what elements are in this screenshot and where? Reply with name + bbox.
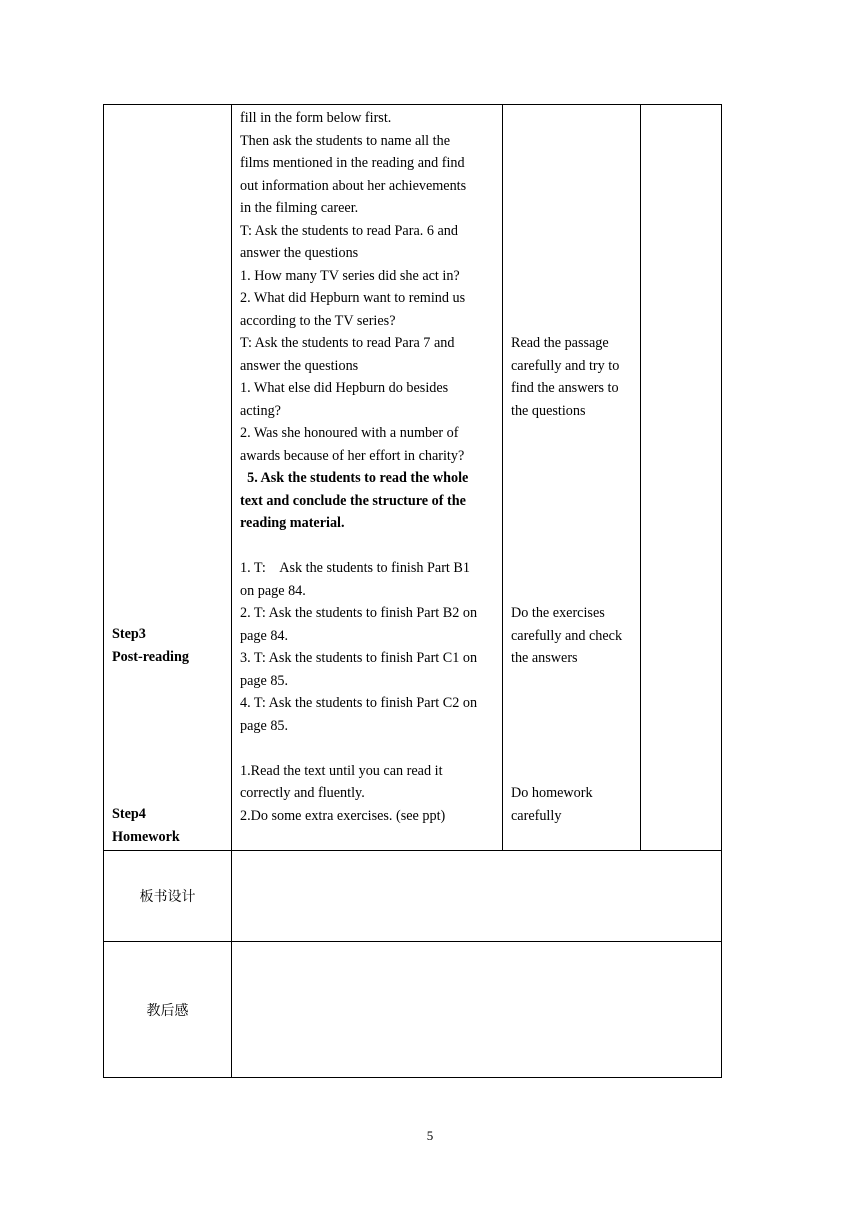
teacher-line: acting? <box>240 402 281 419</box>
teacher-line: fill in the form below first. <box>240 110 392 126</box>
teacher-activity-column <box>232 105 503 851</box>
student-post-activity <box>511 602 633 670</box>
reflection-label: 教后感 <box>104 942 232 1078</box>
student-line: the answers <box>511 650 578 666</box>
homework-line: correctly and fluently. <box>240 785 365 801</box>
step4-label <box>112 803 180 848</box>
student-reading-activity <box>511 332 633 422</box>
teacher-line: films mentioned in the reading and find <box>240 155 465 171</box>
post-reading-line: 3. T: Ask the students to finish Part C1 on <box>240 650 478 666</box>
student-homework-activity <box>511 782 633 827</box>
teacher-line: 1. How many TV series did she act in? <box>240 267 460 284</box>
post-reading-line: on page 84. <box>240 582 306 599</box>
teacher-line: Then ask the students to name all the <box>240 132 450 149</box>
procedure-row <box>104 105 722 851</box>
post-reading-line: 4. T: Ask the students to finish Part C2 on <box>240 695 478 711</box>
step3-title: Step3 <box>112 626 146 642</box>
student-activity-column <box>503 105 641 851</box>
step4-title: Step4 <box>112 806 146 822</box>
post-reading-line: page 84. <box>240 627 289 644</box>
step-column <box>104 105 232 851</box>
step3-label <box>112 623 189 668</box>
teacher-line: answer the questions <box>240 357 359 374</box>
reflection-row <box>104 942 722 1078</box>
teacher-line: answer the questions <box>240 245 359 261</box>
post-reading-line: 2. T: Ask the students to finish Part B2 on <box>240 605 478 621</box>
teacher-bold-line: reading material. <box>240 515 345 531</box>
student-line: carefully and try to <box>511 357 620 374</box>
student-line: Do homework <box>511 785 593 801</box>
teacher-bold-line: 5. Ask the students to read the whole <box>240 470 469 486</box>
step4-subtitle: Homework <box>112 828 180 845</box>
reflection-content <box>232 942 722 1078</box>
student-line: carefully and check <box>511 627 623 644</box>
teacher-line: T: Ask the students to read Para. 6 and <box>240 222 458 239</box>
board-design-row <box>104 851 722 942</box>
spacer <box>240 535 495 558</box>
post-reading-line: page 85. <box>240 717 289 734</box>
teacher-line: 2. Was she honoured with a number of <box>240 425 459 441</box>
homework-line: 1.Read the text until you can read it <box>240 762 443 779</box>
student-line: the questions <box>511 402 586 419</box>
teacher-bold-line: text and conclude the structure of the <box>240 492 466 509</box>
teacher-line: awards because of her effort in charity? <box>240 447 465 464</box>
notes-column <box>641 105 722 851</box>
teacher-line: 1. What else did Hepburn do besides <box>240 380 449 396</box>
student-line: Do the exercises <box>511 605 605 621</box>
page-number: 5 <box>426 1128 434 1143</box>
student-line: find the answers to <box>511 380 619 396</box>
board-design-content <box>232 851 722 942</box>
teacher-line: in the filming career. <box>240 200 359 216</box>
lesson-plan-table <box>103 104 722 1078</box>
student-line: Read the passage <box>511 335 609 351</box>
teacher-line: according to the TV series? <box>240 312 396 329</box>
teacher-line: T: Ask the students to read Para 7 and <box>240 335 455 351</box>
post-reading-line: 1. T: Ask the students to finish Part B1 <box>240 560 470 576</box>
post-reading-line: page 85. <box>240 672 289 689</box>
teacher-line: out information about her achievements <box>240 177 467 194</box>
spacer <box>240 737 495 760</box>
teacher-line: 2. What did Hepburn want to remind us <box>240 290 466 306</box>
homework-line: 2.Do some extra exercises. (see ppt) <box>240 807 446 824</box>
board-design-label: 板书设计 <box>104 851 232 942</box>
student-line: carefully <box>511 807 562 824</box>
step3-subtitle: Post-reading <box>112 648 189 665</box>
